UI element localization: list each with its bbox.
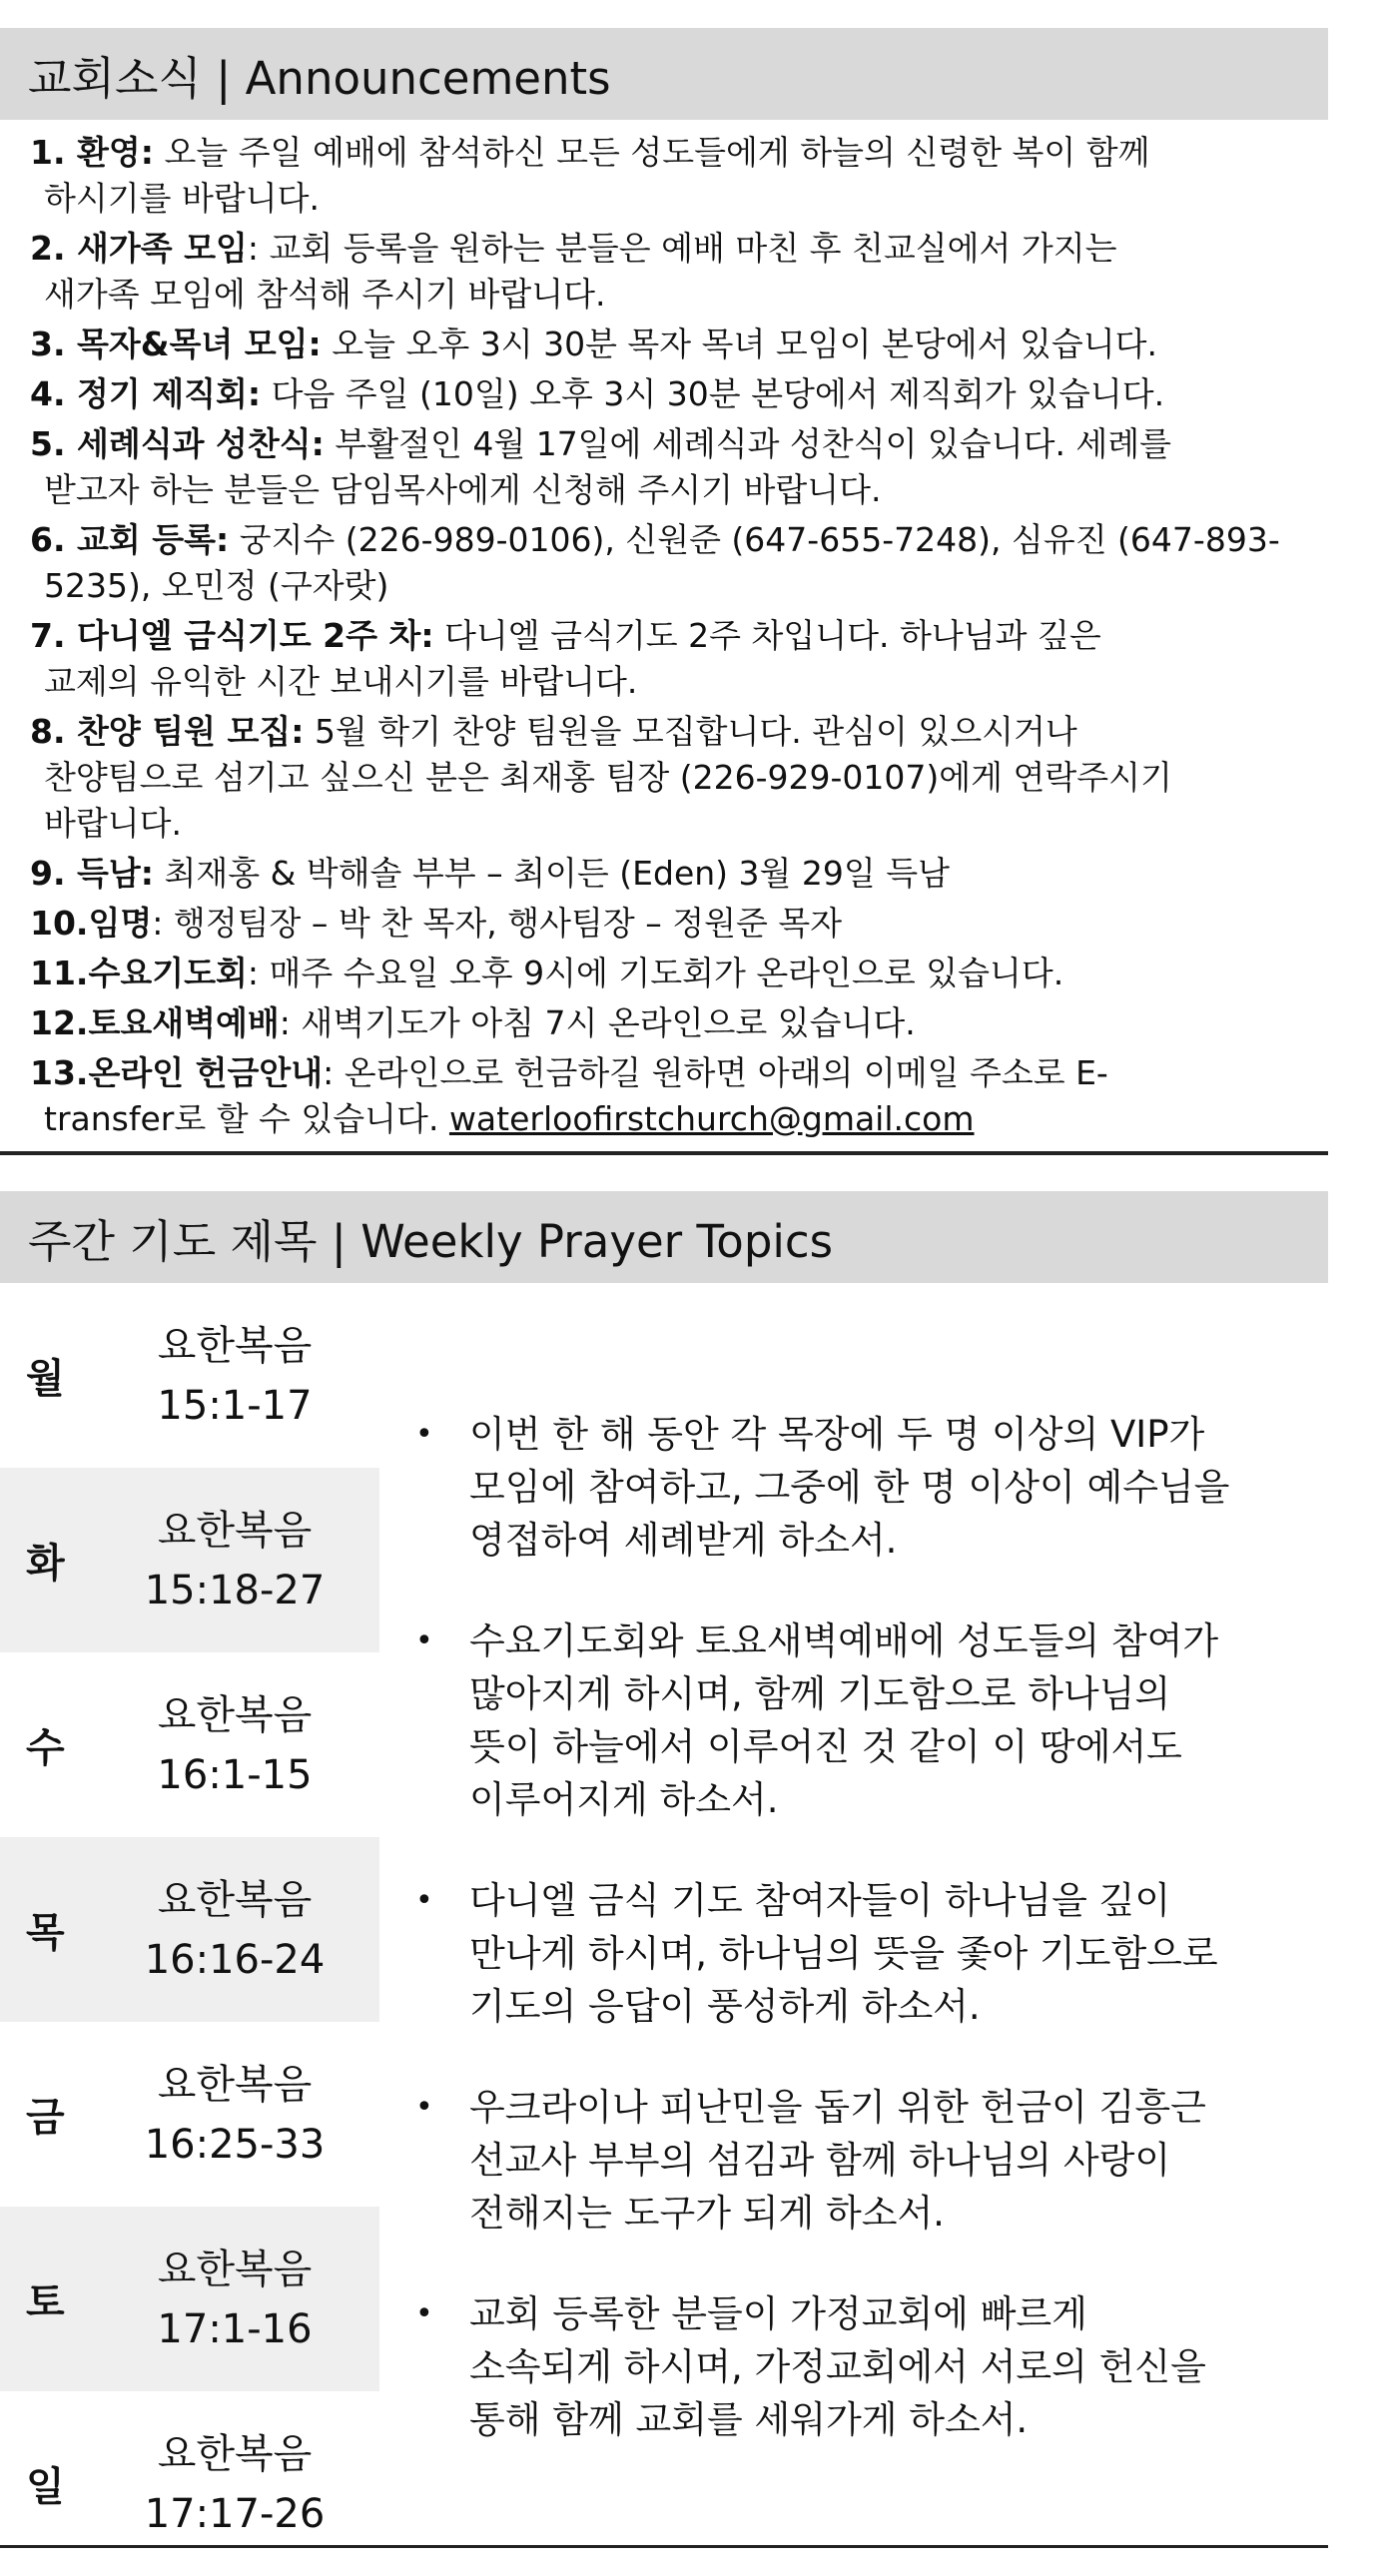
prayer-topic [409,1408,1308,1567]
prayer-topic-line: 뜻이 하늘에서 이루어진 것 같이 이 땅에서도 [469,1725,1182,1768]
prayer-topic-line: 선교사 부부의 섬김과 함께 하나님의 사랑이 [469,2139,1171,2182]
announcement-line [30,712,1077,751]
announcement-item [30,322,1318,367]
prayer-topic-line: 모임에 참여하고, 그중에 한 명 이상이 예수님을 [469,1466,1230,1509]
announcement-text: : 행정팀장 – 박 찬 목자, 행사팀장 – 정원준 목자 [152,904,843,943]
announcement-label: 8. 찬양 팀원 모집: [30,712,305,751]
prayer-topic-line: 교회 등록한 분들이 가정교회에 빠르게 [469,2292,1087,2335]
announcement-line [30,1003,916,1042]
announcement-label: 4. 정기 제직회: [30,374,262,413]
chapter-verse: 15:18-27 [144,1567,326,1613]
announcement-text-line: 바랍니다. [44,804,183,843]
scripture-reference [110,2391,359,2576]
bottom-divider [0,2545,1328,2548]
prayer-topic-line: 통해 함께 교회를 세워가게 하소서. [469,2398,1029,2441]
donation-email-link[interactable]: waterloofirstchurch@gmail.com [448,1099,975,1138]
prayer-topic [409,2081,1308,2240]
announcement-text [30,1096,1318,1142]
chapter-verse: 16:25-33 [144,2121,326,2168]
announcement-text-line: 새가족 모임에 참석해 주시기 바랍니다. [44,275,606,314]
prayer-topics-title: 주간 기도 제목 | Weekly Prayer Topics [28,1214,834,1268]
day-row [0,1283,379,1468]
announcement-text [30,176,1318,222]
day-label: 토 [26,2279,65,2325]
book-name: 요한복음 [157,1691,313,1738]
announcement-text: 궁지수 (226-989-0106), 신원준 (647-655-7248), 심유진 (647-893- [239,520,1280,559]
announcement-text [30,659,1318,705]
announcement-line [30,954,1063,992]
announcement-text-line: 찬양팀으로 섬기고 싶으신 분은 최재홍 팀장 (226-929-0107)에게 연락주시기 [44,758,1172,797]
scripture-reference [110,1652,359,1837]
announcement-label: 12.토요새벽예배 [30,1003,280,1042]
day-label: 목 [26,1910,65,1956]
chapter-verse: 17:17-26 [144,2490,326,2537]
announcements-header [0,28,1328,120]
announcement-label: 10.임명 [30,904,153,943]
prayer-topic-line: 전해지는 도구가 되게 하소서. [469,2192,945,2235]
announcement-line [30,133,1149,172]
announcement-line [30,374,1164,413]
bullet-icon: • [415,2090,433,2125]
announcement-text [30,467,1318,513]
announcement-label: 11.수요기도회 [30,954,248,992]
chapter-verse: 16:16-24 [144,1936,326,1983]
day-row [0,1837,379,2022]
announcement-text: : 매주 수요일 오후 9시에 기도회가 온라인으로 있습니다. [247,954,1064,992]
bullet-icon: • [415,1883,433,1918]
announcement-text [30,755,1318,801]
announcement-line [30,616,1101,655]
announcement-item [30,1050,1318,1142]
announcement-label: 3. 목자&목녀 모임: [30,324,322,363]
announcement-label: 13.온라인 헌금안내 [30,1053,324,1092]
announcement-item [30,130,1318,222]
bullet-icon: • [415,2296,433,2331]
prayer-topics-header [0,1191,1328,1283]
announcement-item [30,709,1318,847]
announcement-text: 부활절인 4월 17일에 세례식과 성찬식이 있습니다. 세례를 [335,424,1172,463]
scripture-reference [110,1283,359,1468]
day-row [0,2022,379,2207]
book-name: 요한복음 [157,2061,313,2108]
day-row [0,2207,379,2391]
announcement-line [30,520,1280,559]
announcement-text-line: 5235), 오민정 (구자랏) [44,566,389,605]
announcements-title: 교회소식 | Announcements [28,51,611,105]
book-name: 요한복음 [157,2430,313,2477]
day-label: 금 [26,2095,65,2141]
announcement-item [30,1000,1318,1046]
book-name: 요한복음 [157,1507,313,1554]
prayer-topic-line: 많아지게 하시며, 함께 기도함으로 하나님의 [469,1672,1171,1715]
prayer-topic-line: 영접하여 세례받게 하소서. [469,1519,898,1562]
announcement-label: 6. 교회 등록: [30,520,230,559]
announcement-text: 다음 주일 (10일) 오후 3시 30분 본당에서 제직회가 있습니다. [271,374,1165,413]
announcement-item [30,517,1318,609]
bullet-icon: • [415,1623,433,1658]
announcement-line [30,1053,1108,1092]
announcement-text: : 새벽기도가 아침 7시 온라인으로 있습니다. [279,1003,916,1042]
scripture-reference [110,2022,359,2207]
announcement-text: : 교회 등록을 원하는 분들은 예배 마친 후 친교실에서 가지는 [247,229,1117,268]
scripture-reference [110,1468,359,1652]
announcement-line [30,854,950,893]
day-label: 월 [26,1356,65,1402]
announcements-list [30,130,1318,1142]
prayer-topic-line: 기도의 응답이 풍성하게 하소서. [469,1985,981,2028]
scripture-reference [110,2207,359,2391]
announcement-text: 오늘 오후 3시 30분 목자 목녀 모임이 본당에서 있습니다. [332,324,1158,363]
prayer-topic [409,1874,1308,2033]
prayer-topic-line: 수요기도회와 토요새벽예배에 성도들의 참여가 [469,1619,1219,1662]
book-name: 요한복음 [157,2246,313,2292]
prayer-topic-line: 이루어지게 하소서. [469,1778,779,1821]
announcement-item [30,613,1318,705]
announcement-text-line: 교제의 유익한 시간 보내시기를 바랍니다. [44,662,638,701]
announcement-item [30,851,1318,897]
announcement-text: 5월 학기 찬양 팀원을 모집합니다. 관심이 있으시거나 [314,712,1077,751]
prayer-topic-line: 다니엘 금식 기도 참여자들이 하나님을 깊이 [469,1879,1171,1922]
announcement-label: 9. 득남: [30,854,154,893]
chapter-verse: 16:1-15 [157,1751,313,1798]
day-row [0,1468,379,1652]
daily-reading-schedule [0,1283,379,2576]
chapter-verse: 15:1-17 [157,1382,313,1429]
announcement-label: 5. 세례식과 성찬식: [30,424,325,463]
prayer-topic-line: 만나게 하시며, 하나님의 뜻을 좇아 기도함으로 [469,1932,1218,1975]
prayer-topic-line: 우크라이나 피난민을 돕기 위한 헌금이 김흥근 [469,2086,1206,2129]
prayer-topics-list [409,1408,1308,2494]
chapter-verse: 17:1-16 [157,2305,313,2352]
announcement-text [30,272,1318,318]
announcement-item [30,226,1318,318]
prayer-topic [409,1614,1308,1826]
announcement-line [30,229,1116,268]
day-label: 일 [26,2464,65,2510]
announcement-item [30,951,1318,996]
announcement-line [30,324,1157,363]
book-name: 요한복음 [157,1322,313,1369]
book-name: 요한복음 [157,1876,313,1923]
announcement-text: : 온라인으로 헌금하길 원하면 아래의 이메일 주소로 E- [323,1053,1108,1092]
day-label: 수 [26,1725,65,1771]
announcement-text-line: 하시기를 바랍니다. [44,179,321,218]
announcement-label: 2. 새가족 모임 [30,229,248,268]
announcement-line [30,424,1171,463]
announcement-text: 다니엘 금식기도 2주 차입니다. 하나님과 깊은 [444,616,1101,655]
prayer-topic [409,2287,1308,2446]
prayer-topic-line: 소속되게 하시며, 가정교회에서 서로의 헌신을 [469,2345,1206,2388]
announcement-item [30,901,1318,947]
announcement-text [30,801,1318,847]
announcement-text: 최재홍 & 박해솔 부부 – 최이든 (Eden) 3월 29일 득남 [164,854,951,893]
day-row [0,1652,379,1837]
announcement-text [30,563,1318,609]
prayer-topic-line: 이번 한 해 동안 각 목장에 두 명 이상의 VIP가 [469,1413,1205,1456]
announcement-label: 1. 환영: [30,133,154,172]
day-label: 화 [26,1541,65,1587]
section-divider [0,1151,1328,1155]
announcement-text-line: transfer로 할 수 있습니다. [44,1099,439,1138]
scripture-reference [110,1837,359,2022]
day-row [0,2391,379,2576]
announcement-line [30,904,842,943]
announcement-text: 오늘 주일 예배에 참석하신 모든 성도들에게 하늘의 신령한 복이 함께 [164,133,1150,172]
announcement-item [30,371,1318,417]
bullet-icon: • [415,1417,433,1452]
announcement-text-line: 받고자 하는 분들은 담임목사에게 신청해 주시기 바랍니다. [44,470,882,509]
announcement-item [30,421,1318,513]
announcement-label: 7. 다니엘 금식기도 2주 차: [30,616,434,655]
